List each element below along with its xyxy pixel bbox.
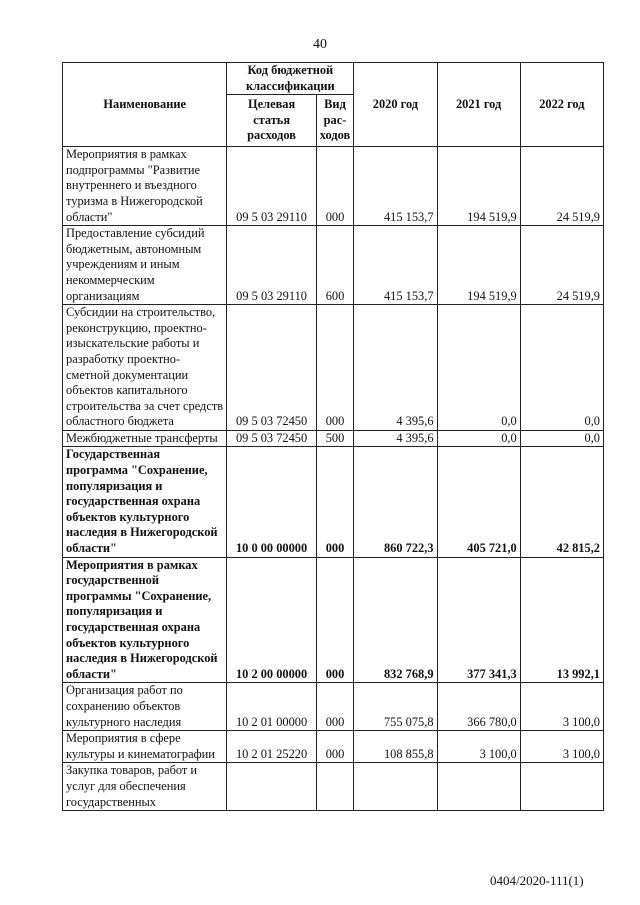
row-name-cell: Субсидии на строительство, реконструкцию, проектно-изыскательские работы и разработку проектно-сметной документации объектов капитального строительства за счет средств областного бюджета	[63, 305, 227, 431]
row-2022-value-cell: 24 519,9	[520, 147, 603, 226]
row-expense-kind-cell: 000	[316, 557, 354, 683]
row-2021-value-cell: 0,0	[437, 430, 520, 447]
page-number: 40	[313, 37, 327, 52]
row-2022-value-cell: 24 519,9	[520, 226, 603, 305]
row-expense-kind-cell: 000	[316, 731, 354, 763]
row-expense-kind-cell: 600	[316, 226, 354, 305]
row-target-article-cell: 10 2 01 25220	[227, 731, 316, 763]
header-year-2022: 2022 год	[520, 63, 603, 147]
row-name-cell: Государственная программа "Сохранение, популяризация и государственная охрана объектов культурного наследия в Нижегородской области"	[63, 447, 227, 557]
row-2022-value-cell	[520, 763, 603, 811]
header-year-2020: 2020 год	[354, 63, 437, 147]
row-expense-kind-cell: 000	[316, 447, 354, 557]
table-row	[63, 731, 604, 763]
row-2021-value-cell: 366 780,0	[437, 683, 520, 731]
header-budget-classification: Код бюджетной классификации	[227, 63, 354, 95]
header-year-2021: 2021 год	[437, 63, 520, 147]
row-target-article-cell: 09 5 03 72450	[227, 305, 316, 431]
row-2022-value-cell: 13 992,1	[520, 557, 603, 683]
table-row	[63, 557, 604, 683]
row-2022-value-cell: 0,0	[520, 430, 603, 447]
row-name-cell: Предоставление субсидий бюджетным, автономным учреждениям и иным некоммерческим организациям	[63, 226, 227, 305]
row-2022-value-cell: 42 815,2	[520, 447, 603, 557]
row-2020-value-cell	[354, 763, 437, 811]
table-row	[63, 447, 604, 557]
row-2021-value-cell: 194 519,9	[437, 147, 520, 226]
row-name-cell: Мероприятия в рамках государственной программы "Сохранение, популяризация и государственная охрана объектов культурного наследия в Нижегородской области"	[63, 557, 227, 683]
row-2022-value-cell: 3 100,0	[520, 683, 603, 731]
row-target-article-cell	[227, 763, 316, 811]
header-expense-kind: Вид рас-ходов	[316, 95, 354, 147]
document-code: 0404/2020-111(1)	[490, 873, 584, 888]
row-expense-kind-cell: 000	[316, 683, 354, 731]
row-target-article-cell: 09 5 03 29110	[227, 226, 316, 305]
row-target-article-cell: 10 0 00 00000	[227, 447, 316, 557]
row-expense-kind-cell	[316, 763, 354, 811]
table-row	[63, 305, 604, 431]
row-2020-value-cell: 4 395,6	[354, 305, 437, 431]
row-2020-value-cell: 755 075,8	[354, 683, 437, 731]
header-name: Наименование	[63, 63, 227, 147]
row-name-cell: Организация работ по сохранению объектов культурного наследия	[63, 683, 227, 731]
row-2021-value-cell: 0,0	[437, 305, 520, 431]
row-2021-value-cell: 377 341,3	[437, 557, 520, 683]
row-2020-value-cell: 860 722,3	[354, 447, 437, 557]
row-name-cell: Закупка товаров, работ и услуг для обеспечения государственных	[63, 763, 227, 811]
row-2021-value-cell: 405 721,0	[437, 447, 520, 557]
row-2021-value-cell	[437, 763, 520, 811]
row-2020-value-cell: 832 768,9	[354, 557, 437, 683]
row-expense-kind-cell: 000	[316, 147, 354, 226]
row-2022-value-cell: 3 100,0	[520, 731, 603, 763]
row-target-article-cell: 09 5 03 72450	[227, 430, 316, 447]
row-target-article-cell: 10 2 01 00000	[227, 683, 316, 731]
row-2020-value-cell: 108 855,8	[354, 731, 437, 763]
row-2020-value-cell: 4 395,6	[354, 430, 437, 447]
budget-table	[62, 62, 604, 811]
row-2021-value-cell: 3 100,0	[437, 731, 520, 763]
row-name-cell: Мероприятия в рамках подпрограммы "Развитие внутреннего и въездного туризма в Нижегородской области"	[63, 147, 227, 226]
table-row	[63, 226, 604, 305]
table-row	[63, 683, 604, 731]
header-target-article: Целевая статья расходов	[227, 95, 316, 147]
row-target-article-cell: 09 5 03 29110	[227, 147, 316, 226]
table-row	[63, 763, 604, 811]
table-row	[63, 147, 604, 226]
row-target-article-cell: 10 2 00 00000	[227, 557, 316, 683]
table-row	[63, 430, 604, 447]
row-expense-kind-cell: 000	[316, 305, 354, 431]
row-2020-value-cell: 415 153,7	[354, 147, 437, 226]
row-2021-value-cell: 194 519,9	[437, 226, 520, 305]
row-expense-kind-cell: 500	[316, 430, 354, 447]
row-2020-value-cell: 415 153,7	[354, 226, 437, 305]
row-name-cell: Межбюджетные трансферты	[63, 430, 227, 447]
row-name-cell: Мероприятия в сфере культуры и кинематографии	[63, 731, 227, 763]
row-2022-value-cell: 0,0	[520, 305, 603, 431]
